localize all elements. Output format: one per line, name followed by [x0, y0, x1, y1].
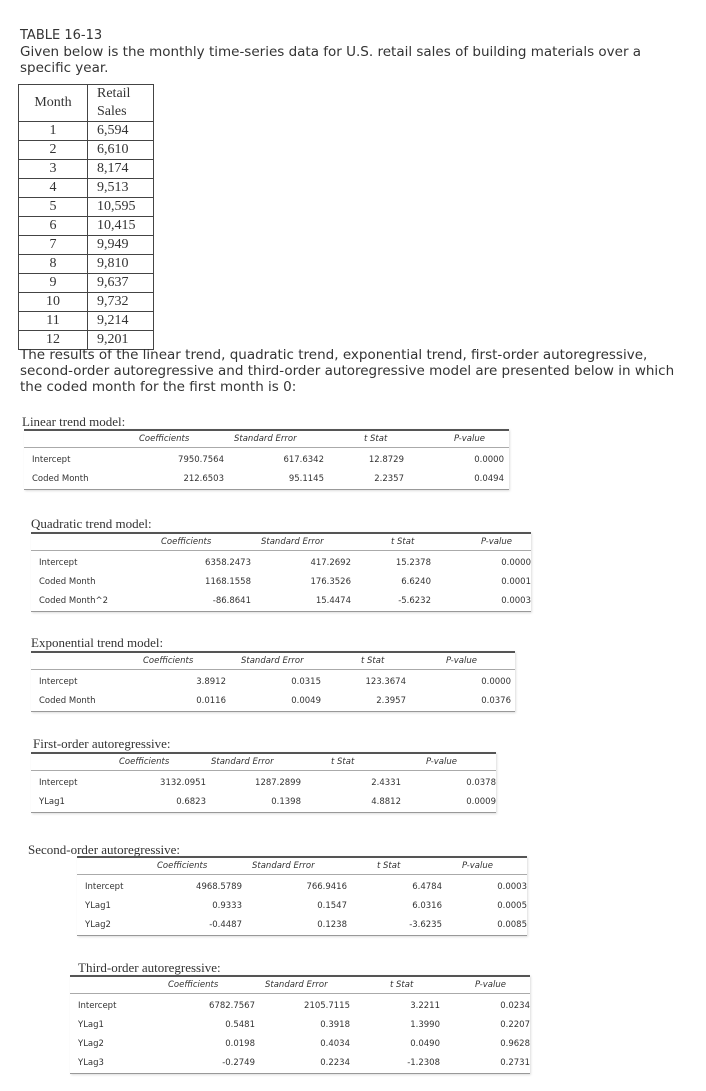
p-value-cell: 0.2207	[500, 1020, 530, 1030]
coefficient-cell: 3132.0951	[160, 778, 206, 788]
sales-cell: 9,637	[88, 274, 154, 293]
p-value-cell: 0.0009	[466, 797, 496, 807]
standard-error-cell: 0.3918	[320, 1020, 350, 1030]
model-title: Third-order autoregressive:	[78, 960, 221, 975]
coefficients-header: Coefficients	[161, 537, 212, 547]
coefficient-cell: 212.6503	[183, 474, 224, 484]
sales-header: Retail Sales	[88, 85, 154, 122]
p-value-cell: 0.0378	[466, 778, 496, 788]
row-label: YLag1	[39, 797, 65, 807]
row-label: Intercept	[78, 1001, 117, 1011]
t-stat-cell: -3.6235	[409, 920, 442, 930]
standard-error-cell: 0.4034	[320, 1039, 350, 1049]
coefficients-header: Coefficients	[139, 434, 190, 444]
month-cell: 8	[19, 255, 88, 274]
standard-error-cell: 766.9416	[306, 882, 347, 892]
month-cell: 11	[19, 312, 88, 331]
coefficient-cell: 6358.2473	[205, 558, 251, 568]
p-value-cell: 0.0000	[481, 677, 511, 687]
p-value-cell: 0.0234	[500, 1001, 530, 1011]
p-value-cell: 0.0005	[497, 901, 527, 911]
regression-table	[31, 532, 531, 612]
row-label: YLag1	[85, 901, 111, 911]
row-label: Coded Month	[32, 474, 89, 484]
table-row	[31, 774, 496, 793]
standard-error-header: Standard Error	[261, 537, 324, 547]
table-header-row	[31, 534, 531, 551]
month-cell: 10	[19, 293, 88, 312]
regression-table	[77, 856, 527, 936]
standard-error-cell: 0.1547	[317, 901, 347, 911]
table-row	[19, 293, 154, 312]
coefficient-cell: 6782.7567	[209, 1001, 255, 1011]
table-row	[19, 236, 154, 255]
coefficient-cell: -0.4487	[209, 920, 242, 930]
t-stat-header: t Stat	[331, 757, 355, 767]
t-stat-cell: -1.2308	[407, 1058, 440, 1068]
p-value-cell: 0.0001	[501, 577, 531, 587]
table-header-row	[31, 653, 515, 670]
row-label: Intercept	[32, 455, 71, 465]
row-label: YLag3	[78, 1058, 104, 1068]
row-label: Intercept	[39, 677, 78, 687]
table-row	[70, 1035, 530, 1054]
t-stat-cell: 6.4784	[412, 882, 442, 892]
p-value-cell: 0.0376	[481, 696, 511, 706]
sales-cell: 10,415	[88, 217, 154, 236]
regression-table	[24, 429, 509, 490]
coefficients-header: Coefficients	[143, 656, 194, 666]
t-stat-cell: 1.3990	[410, 1020, 440, 1030]
t-stat-header: t Stat	[361, 656, 385, 666]
table-row	[19, 160, 154, 179]
row-label: Intercept	[39, 558, 78, 568]
coefficient-cell: -0.2749	[222, 1058, 255, 1068]
row-label: YLag1	[78, 1020, 104, 1030]
p-value-cell: 0.0494	[474, 474, 504, 484]
standard-error-cell: 0.1238	[317, 920, 347, 930]
standard-error-header: Standard Error	[241, 656, 304, 666]
table-row	[70, 1016, 530, 1035]
monthly-sales-table	[18, 84, 154, 350]
coefficient-cell: 0.0198	[225, 1039, 255, 1049]
table-label: TABLE 16-13	[20, 28, 103, 43]
month-cell: 5	[19, 198, 88, 217]
model-title: Second-order autoregressive:	[28, 842, 180, 857]
month-cell: 1	[19, 122, 88, 141]
sales-cell: 9,201	[88, 331, 154, 350]
sales-cell: 9,732	[88, 293, 154, 312]
coefficient-cell: -86.8641	[212, 596, 251, 606]
month-cell: 9	[19, 274, 88, 293]
standard-error-header: Standard Error	[211, 757, 274, 767]
coefficient-cell: 4968.5789	[196, 882, 242, 892]
table-row	[24, 470, 509, 489]
t-stat-cell: 0.0490	[410, 1039, 440, 1049]
table-row	[31, 692, 515, 711]
p-value-header: P-value	[481, 537, 512, 547]
regression-table	[31, 651, 515, 712]
standard-error-cell: 15.4474	[315, 596, 351, 606]
p-value-header: P-value	[475, 980, 506, 990]
t-stat-cell: 12.8729	[368, 455, 404, 465]
p-value-header: P-value	[454, 434, 485, 444]
table-row	[19, 255, 154, 274]
model-title: First-order autoregressive:	[33, 736, 171, 751]
regression-table	[31, 752, 496, 813]
standard-error-cell: 2105.7115	[304, 1001, 350, 1011]
standard-error-cell: 0.0315	[291, 677, 321, 687]
standard-error-cell: 0.2234	[320, 1058, 350, 1068]
sales-cell: 8,174	[88, 160, 154, 179]
t-stat-cell: -5.6232	[398, 596, 431, 606]
t-stat-header: t Stat	[364, 434, 388, 444]
model-title: Quadratic trend model:	[31, 516, 152, 531]
table-row	[31, 573, 531, 592]
standard-error-cell: 176.3526	[310, 577, 351, 587]
table-header-row	[31, 754, 496, 771]
table-row	[77, 897, 527, 916]
standard-error-header: Standard Error	[252, 861, 315, 871]
t-stat-cell: 123.3674	[365, 677, 406, 687]
sales-cell: 6,594	[88, 122, 154, 141]
t-stat-header: t Stat	[377, 861, 401, 871]
month-cell: 3	[19, 160, 88, 179]
coefficient-cell: 7950.7564	[178, 455, 224, 465]
regression-table	[70, 975, 530, 1074]
month-cell: 2	[19, 141, 88, 160]
coefficient-cell: 0.5481	[225, 1020, 255, 1030]
p-value-cell: 0.0000	[474, 455, 504, 465]
standard-error-cell: 417.2692	[310, 558, 351, 568]
month-cell: 7	[19, 236, 88, 255]
t-stat-cell: 6.0316	[412, 901, 442, 911]
row-label: Coded Month	[39, 577, 96, 587]
table-row	[70, 1054, 530, 1073]
table-row	[19, 274, 154, 293]
model-title: Linear trend model:	[22, 414, 126, 429]
p-value-cell: 0.2731	[500, 1058, 530, 1068]
row-label: Coded Month	[39, 696, 96, 706]
t-stat-cell: 4.8812	[371, 797, 401, 807]
p-value-cell: 0.0000	[501, 558, 531, 568]
sales-cell: 9,810	[88, 255, 154, 274]
coefficients-header: Coefficients	[119, 757, 170, 767]
standard-error-cell: 95.1145	[288, 474, 324, 484]
coefficient-cell: 0.9333	[212, 901, 242, 911]
table-header-row	[70, 977, 530, 994]
coefficients-header: Coefficients	[168, 980, 219, 990]
table-row	[77, 916, 527, 935]
table-row	[31, 592, 531, 611]
standard-error-header: Standard Error	[265, 980, 328, 990]
sales-cell: 9,949	[88, 236, 154, 255]
coefficients-header: Coefficients	[157, 861, 208, 871]
table-row	[19, 141, 154, 160]
p-value-header: P-value	[446, 656, 477, 666]
results-intro-text: The results of the linear trend, quadratic trend, exponential trend, first-order autoregressive, second-order autoregressive and third-order autoregressive model are presented below in which the coded month for the first month is 0:	[20, 347, 675, 395]
t-stat-cell: 2.4331	[371, 778, 401, 788]
p-value-cell: 0.0085	[497, 920, 527, 930]
sales-cell: 10,595	[88, 198, 154, 217]
sales-cell: 9,214	[88, 312, 154, 331]
coefficient-cell: 0.0116	[196, 696, 226, 706]
model-title: Exponential trend model:	[31, 635, 164, 650]
table-row	[24, 451, 509, 470]
standard-error-cell: 0.1398	[271, 797, 301, 807]
t-stat-cell: 6.6240	[401, 577, 431, 587]
table-row	[70, 997, 530, 1016]
standard-error-cell: 1287.2899	[255, 778, 301, 788]
t-stat-cell: 3.2211	[410, 1001, 440, 1011]
month-cell: 12	[19, 331, 88, 350]
t-stat-cell: 2.3957	[376, 696, 406, 706]
table-row	[19, 198, 154, 217]
p-value-cell: 0.0003	[497, 882, 527, 892]
table-row	[31, 793, 496, 812]
table-row	[19, 179, 154, 198]
sales-cell: 6,610	[88, 141, 154, 160]
t-stat-header: t Stat	[391, 537, 415, 547]
standard-error-cell: 617.6342	[283, 455, 324, 465]
table-row	[77, 878, 527, 897]
table-header-row	[77, 858, 527, 875]
coefficient-cell: 0.6823	[176, 797, 206, 807]
standard-error-header: Standard Error	[234, 434, 297, 444]
row-label: Intercept	[85, 882, 124, 892]
month-cell: 6	[19, 217, 88, 236]
intro-text: Given below is the monthly time-series data for U.S. retail sales of building materials over a specific year.	[20, 44, 642, 76]
table-row	[31, 554, 531, 573]
table-row	[19, 312, 154, 331]
table-row	[31, 673, 515, 692]
row-label: YLag2	[85, 920, 111, 930]
month-cell: 4	[19, 179, 88, 198]
row-label: Intercept	[39, 778, 78, 788]
table-header-row	[24, 431, 509, 448]
table-row	[19, 122, 154, 141]
table-row	[19, 217, 154, 236]
coefficient-cell: 3.8912	[196, 677, 226, 687]
row-label: Coded Month^2	[39, 596, 109, 606]
month-header: Month	[19, 85, 88, 122]
t-stat-header: t Stat	[390, 980, 414, 990]
sales-cell: 9,513	[88, 179, 154, 198]
standard-error-cell: 0.0049	[291, 696, 321, 706]
t-stat-cell: 2.2357	[374, 474, 404, 484]
row-label: YLag2	[78, 1039, 104, 1049]
t-stat-cell: 15.2378	[395, 558, 431, 568]
p-value-header: P-value	[462, 861, 493, 871]
p-value-header: P-value	[426, 757, 457, 767]
coefficient-cell: 1168.1558	[205, 577, 251, 587]
p-value-cell: 0.9628	[500, 1039, 530, 1049]
p-value-cell: 0.0003	[501, 596, 531, 606]
